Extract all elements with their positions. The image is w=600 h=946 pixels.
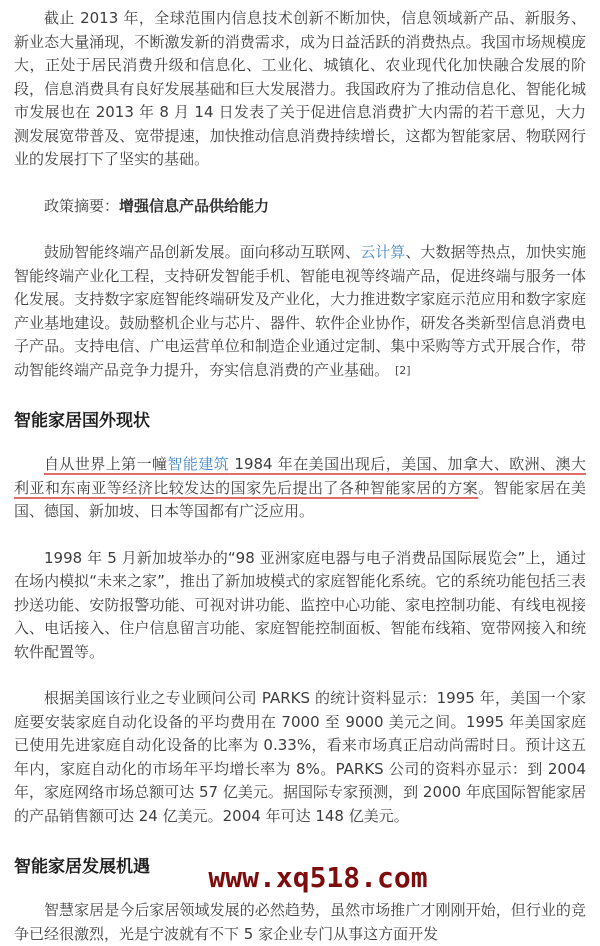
policy-text-after-link: 、大数据等热点，加快实施智能终端产业化工程，支持研发智能手机、智能电视等终端产品，促进终端与服务一体化发展。支持数字家庭智能终端研发及产业化，大力推进数字家庭示范应用和数字家庭产业基地建设。鼓励整机企业与芯片、器件、软件企业协作，研发各类新型信息消费电子产品。支持电信、广电运营单位和制造企业通过定制、集中采购等方式开展合作，带动智能终端产品竞争力提升，夯实信息消费的产业基础。 <box>14 243 586 379</box>
paragraph-parks-text: 根据美国该行业之专业顾问公司 PARKS 的统计资料显示：1995 年，美国一个家庭要安装家庭自动化设备的平均费用在 7000 至 9000 美元之间。1995 年美国家庭已使用先进家庭自动化设备的比率为 0.33%，看来市场真正启动尚需时日。预计这五年内，家庭自动化的市场年平均增长率为 8%。PARKS 公司的资料亦显示：到 2004 年，家庭网络市场总额可达 57 亿美元。据国际专家预测，到 2000 年底国际智能家居的产品销售额可达 24 亿美元。2004 年可达 148 亿美元。 <box>14 689 586 825</box>
section-heading-overseas-status: 智能家居国外现状 <box>14 411 150 431</box>
policy-summary-line <box>14 195 586 219</box>
paragraph-overseas <box>14 453 586 524</box>
overseas-underlined-text: 1984 年在美国出现后，美国、加拿大、欧洲、澳大利亚和东南亚等经济比较发达的国家先后提出了各种智能家居的方案 <box>14 455 586 497</box>
paragraph-singapore-expo <box>14 547 586 665</box>
section-heading-development-opportunity: 智能家居发展机遇 <box>14 857 150 877</box>
smart-building-link[interactable]: 智能建筑 <box>167 455 230 473</box>
reference-2-marker[interactable]: [2] <box>395 363 411 377</box>
policy-highlight: 增强信息产品供给能力 <box>119 196 270 215</box>
paragraph-opportunity <box>14 899 586 946</box>
paragraph-singapore-text: 1998 年 5 月新加坡举办的“98 亚洲家庭电器与电子消费品国际展览会”上，通过在场内模拟“未来之家”，推出了新加坡模式的家庭智能化系统。它的系统功能包括三表抄送功能、安防报警功能、可视对讲功能、监控中心功能、家电控制功能、有线电视接入、电话接入、住户信息留言功能、家庭智能控制面板、智能布线箱、宽带网接入和统软件配置等。 <box>14 548 586 661</box>
paragraph-parks-statistics <box>14 687 586 828</box>
paragraph-intro <box>14 7 586 172</box>
policy-label: 政策摘要： <box>44 196 120 215</box>
site-watermark: www.xq518.com <box>208 861 428 894</box>
paragraph-opportunity-text: 智慧家居是今后家居领域发展的必然趋势，虽然市场推广才刚刚开始，但行业的竞争已经很激烈，光是宁波就有不下 5 家企业专门从事这方面开发 <box>14 901 586 943</box>
overseas-text-rest: 。智能家居在美国、德国、新加坡、日本等国都有广泛应用。 <box>14 478 586 520</box>
overseas-text-before-link: 自从世界上第一幢 <box>44 455 168 473</box>
paragraph-policy <box>14 241 586 382</box>
policy-text-before-link: 鼓励智能终端产品创新发展。面向移动互联网、 <box>44 243 361 261</box>
paragraph-intro-text: 截止 2013 年，全球范围内信息技术创新不断加快，信息领域新产品、新服务、新业态大量涌现，不断激发新的消费需求，成为日益活跃的消费热点。我国市场规模庞大，正处于居民消费升级和信息化、工业化、城镇化、农业现代化加快融合发展的阶段，信息消费具有良好发展基础和巨大发展潜力。我国政府为了推动信息化、智能化城市发展也在 2013 年 8 月 14 日发表了关于促进信息消费扩大内需的若干意见，大力测发展宽带普及、宽带提速，加快推动信息消费持续增长，这都为智能家居、物联网行业的发展打下了坚实的基础。 <box>14 9 586 168</box>
cloud-computing-link[interactable]: 云计算 <box>360 243 406 261</box>
